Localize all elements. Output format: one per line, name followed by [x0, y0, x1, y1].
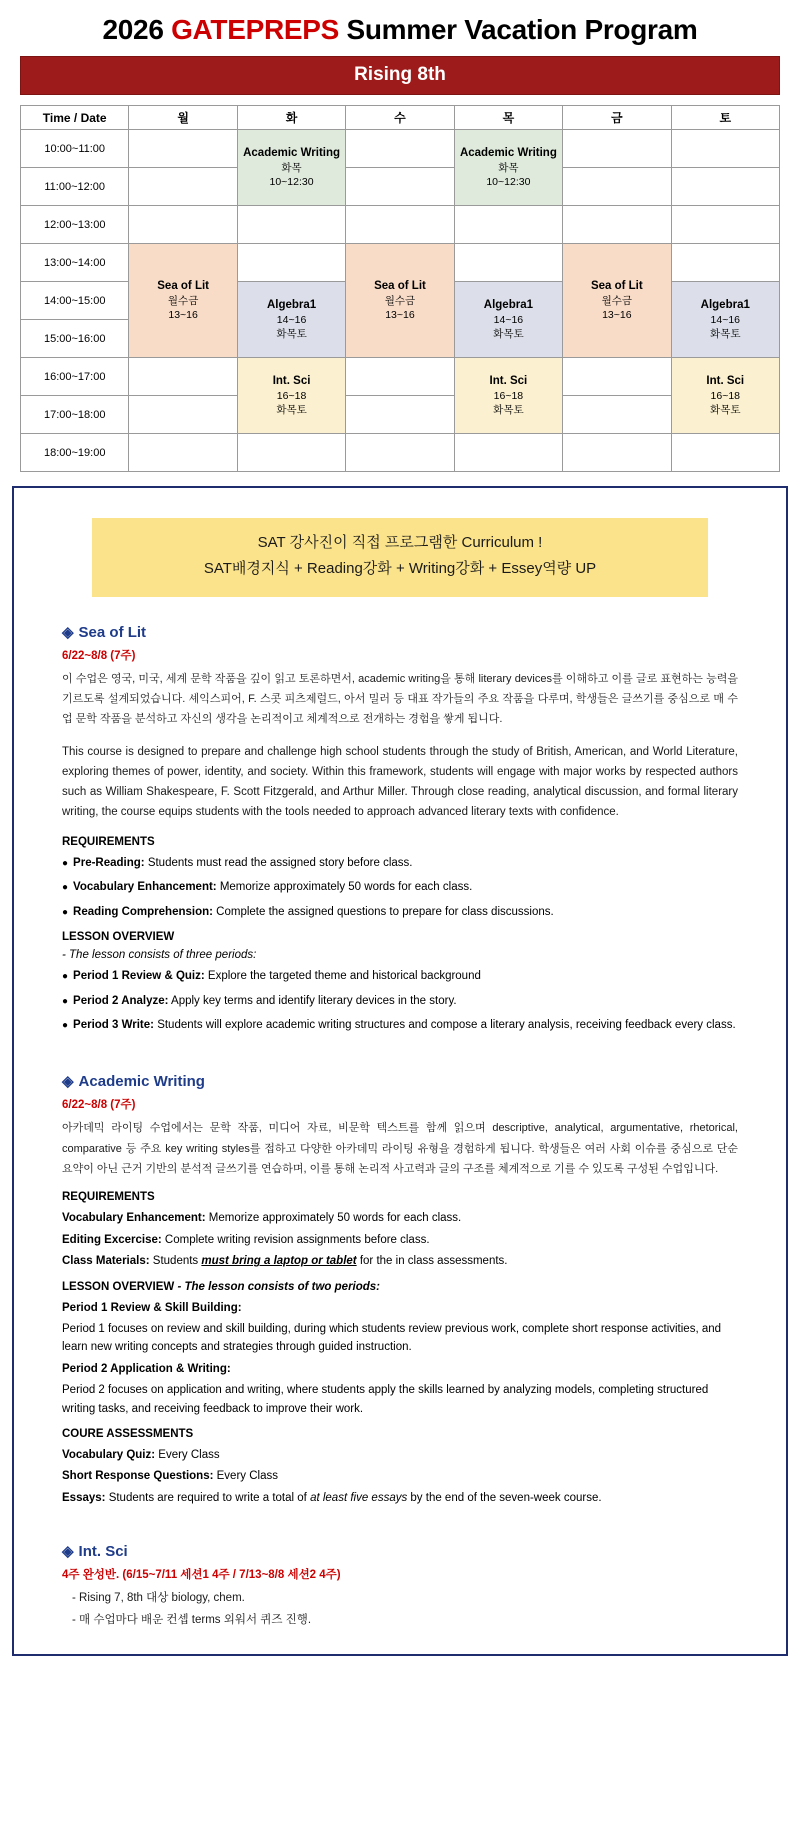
- sol-days-wed: 월수금: [384, 294, 416, 307]
- cell-fri-10: [563, 130, 671, 168]
- int-sci-heading: [62, 1542, 738, 1560]
- alg-name-thu: Algebra1: [483, 299, 533, 312]
- requirement-emphasis: must bring a laptop or tablet: [201, 1255, 357, 1268]
- lesson-text: Students will explore academic writing structures and compose a literary analysis, receiving feedback every class.: [154, 1018, 736, 1031]
- aw-time-tue: 10~12:30: [269, 175, 314, 188]
- sol-time-fri: 13~16: [602, 308, 632, 321]
- time-12-13: 12:00~13:00: [21, 206, 129, 244]
- lesson-text: Apply key terms and identify literary devices in the story.: [168, 994, 457, 1007]
- table-row: [21, 396, 780, 434]
- cell-thu-algebra1: [454, 282, 562, 358]
- cell-mon-10: [129, 130, 237, 168]
- lesson-text: Explore the targeted theme and historical background: [204, 970, 481, 983]
- bullet-dot-icon: ●: [62, 995, 69, 1007]
- cell-mon-11: [129, 168, 237, 206]
- cell-tue-algebra1: [237, 282, 345, 358]
- lesson-item: [62, 1016, 738, 1034]
- cell-tue-academic-writing: [237, 130, 345, 206]
- alg-time-tue: 14~16: [276, 313, 307, 326]
- header-sat: 토: [671, 106, 779, 130]
- int-sci-heading-text: Int. Sci: [78, 1543, 128, 1561]
- requirement-text: Memorize approximately 50 words for each class.: [216, 881, 473, 894]
- academic-writing-korean-desc: 아카데믹 라이팅 수업에서는 문학 작품, 미디어 자료, 비문학 텍스트를 함께 읽으며 descriptive, analytical, argumentative, rhetorical, comparative 등 주요 key writing styles를 접하고 다양한 아카데믹 라이팅 유형을 경험하게 됩니다. 학생들은 여러 사회 이슈를 중심으로 단순 요약이 아닌 근거 기반의 분석적 글쓰기를 연습하며, 이를 통해 논리적 사고력과 글의 구조를 체계적으로 기를 수 있도록 구성된 수업입니다.: [62, 1122, 738, 1176]
- highlight-line-1: SAT 강사진이 직접 프로그램한 Curriculum !: [257, 534, 543, 551]
- bullet-dot-icon: ●: [62, 971, 69, 983]
- requirement-label: Editing Excercise:: [62, 1233, 162, 1246]
- int-sci-date: 4주 완성반. (6/15~7/11 세션1 4주 / 7/13~8/8 세션2 4주): [62, 1569, 341, 1582]
- diamond-icon: ◈: [62, 1543, 74, 1561]
- assessment-text: Every Class: [155, 1448, 220, 1461]
- academic-writing-assessments-title: COURE ASSESSMENTS: [62, 1427, 194, 1440]
- requirement-label: Vocabulary Enhancement:: [62, 1212, 206, 1225]
- cell-tue-18: [237, 434, 345, 472]
- cell-thu-13: [454, 244, 562, 282]
- sol-time-wed: 13~16: [385, 308, 415, 321]
- cell-wed-11: [346, 168, 454, 206]
- sea-of-lit-english-desc: This course is designed to prepare and challenge high school students through the study of British, American, and World Literature, exploring themes of power, identity, and society. Within this framework, students will engage with major works by respected authors such as William Shakespeare, F. Scott Fitzgerald, and Arthur Miller. Through close reading, analytical discussion, and formal literary writing, the course equips students with the tools needed to approach advanced literary texts with confidence.: [62, 745, 738, 818]
- sci-days-thu: 화목토: [493, 403, 524, 416]
- requirement-text: Complete the assigned questions to prepare for class discussions.: [212, 905, 554, 918]
- cell-wed-12: [346, 206, 454, 244]
- sci-name-thu: Int. Sci: [489, 375, 528, 388]
- academic-writing-date: 6/22~8/8 (7주): [62, 1099, 136, 1112]
- aw-name-tue: Academic Writing: [243, 147, 341, 160]
- requirement-text: Complete writing revision assignments before class.: [161, 1233, 430, 1246]
- cell-fri-17: [563, 396, 671, 434]
- header-thu: 목: [454, 106, 562, 130]
- bullet-dot-icon: ●: [62, 882, 69, 894]
- bullet-dot-icon: ●: [62, 1019, 69, 1031]
- cell-tue-13: [237, 244, 345, 282]
- table-row: [21, 206, 780, 244]
- title-prefix: 2026: [102, 14, 172, 45]
- requirement-text: Memorize approximately 50 words for each class.: [205, 1212, 462, 1225]
- cell-mon-17: [129, 396, 237, 434]
- time-15-16: 15:00~16:00: [21, 320, 129, 358]
- page-title: [0, 0, 800, 56]
- aw-days-thu: 화목: [498, 161, 519, 174]
- cell-fri-12: [563, 206, 671, 244]
- lesson-item: [62, 992, 738, 1010]
- assessment-emphasis: at least five essays: [310, 1491, 408, 1504]
- title-brand: GATEPREPS: [171, 14, 340, 45]
- sea-of-lit-date: 6/22~8/8 (7주): [62, 649, 136, 662]
- period-2-title: [62, 1360, 738, 1378]
- table-row: [21, 244, 780, 282]
- int-sci-bullet: - 매 수업마다 배운 컨셉 terms 외워서 퀴즈 진행.: [72, 1613, 312, 1626]
- sci-name-tue: Int. Sci: [272, 375, 311, 388]
- lesson-label: Period 1 Review & Quiz:: [73, 970, 205, 983]
- sci-days-tue: 화목토: [276, 403, 307, 416]
- sea-of-lit-heading: [62, 623, 738, 641]
- academic-writing-heading-text: Academic Writing: [78, 1073, 205, 1091]
- assessment-item: [62, 1446, 738, 1464]
- title-suffix: Summer Vacation Program: [339, 14, 698, 45]
- time-18-19: 18:00~19:00: [21, 434, 129, 472]
- table-header-row: [21, 106, 780, 130]
- time-16-17: 16:00~17:00: [21, 358, 129, 396]
- alg-time-thu: 14~16: [493, 313, 524, 326]
- academic-writing-requirements-title: REQUIREMENTS: [62, 1191, 155, 1204]
- cell-wed-17: [346, 396, 454, 434]
- alg-name-sat: Algebra1: [700, 299, 750, 312]
- time-14-15: 14:00~15:00: [21, 282, 129, 320]
- assessment-text: Every Class: [213, 1470, 278, 1483]
- grade-banner: Rising 8th: [20, 56, 780, 95]
- sci-days-sat: 화목토: [710, 403, 741, 416]
- cell-wed-18: [346, 434, 454, 472]
- alg-days-sat: 화목토: [710, 327, 741, 340]
- header-mon: 월: [129, 106, 237, 130]
- schedule-table: [20, 105, 780, 472]
- sol-days-mon: 월수금: [167, 294, 199, 307]
- sea-of-lit-lesson-note: - The lesson consists of three periods:: [62, 949, 257, 962]
- time-13-14: 13:00~14:00: [21, 244, 129, 282]
- table-row: [21, 168, 780, 206]
- period-1-title: [62, 1299, 738, 1317]
- diamond-icon: ◈: [62, 623, 74, 641]
- lesson-title-text: LESSON OVERVIEW: [62, 1280, 175, 1293]
- sol-days-fri: 월수금: [601, 294, 633, 307]
- requirement-text: Students must read the assigned story before class.: [144, 857, 413, 870]
- diamond-icon: ◈: [62, 1073, 74, 1091]
- sea-of-lit-requirements-title: REQUIREMENTS: [62, 836, 155, 849]
- cell-fri-18: [563, 434, 671, 472]
- section-spacer: [32, 1040, 768, 1066]
- period-1-text: Period 1 focuses on review and skill building, during which students review previous work, complete short response activities, and learn new writing concepts and strategies through guided instruction.: [62, 1322, 722, 1354]
- cell-fri-16: [563, 358, 671, 396]
- cell-fri-sea-of-lit: [563, 244, 671, 358]
- requirement-item: [62, 878, 738, 896]
- lesson-item: [62, 967, 738, 985]
- requirement-item: [62, 1231, 738, 1249]
- requirement-label: Reading Comprehension:: [73, 905, 213, 918]
- requirement-text: Students must bring a laptop or tablet for the in class assessments.: [152, 1255, 508, 1268]
- cell-thu-18: [454, 434, 562, 472]
- cell-sat-int-sci: [671, 358, 779, 434]
- bullet-dot-icon: ●: [62, 906, 69, 918]
- cell-mon-18: [129, 434, 237, 472]
- lesson-label: Period 3 Write:: [73, 1018, 154, 1031]
- cell-tue-12: [237, 206, 345, 244]
- table-row: [21, 358, 780, 396]
- cell-sat-18: [671, 434, 779, 472]
- cell-wed-16: [346, 358, 454, 396]
- aw-name-thu: Academic Writing: [459, 147, 557, 160]
- aw-days-tue: 화목: [281, 161, 302, 174]
- alg-name-tue: Algebra1: [266, 299, 317, 312]
- section-sea-of-lit: [32, 623, 768, 1035]
- sea-of-lit-lesson-title: LESSON OVERVIEW: [62, 931, 175, 944]
- banner-container: [0, 56, 800, 95]
- cell-sat-10: [671, 130, 779, 168]
- cell-wed-sea-of-lit: [346, 244, 454, 358]
- course-detail-box: [12, 486, 788, 1656]
- sci-time-thu: 16~18: [493, 389, 524, 402]
- assessment-text: Students are required to write a total of at least five essays by the end of the seven-week course.: [108, 1491, 602, 1504]
- cell-mon-12: [129, 206, 237, 244]
- assessment-item: [62, 1467, 738, 1485]
- cell-fri-11: [563, 168, 671, 206]
- assessment-label: Vocabulary Quiz:: [62, 1448, 156, 1461]
- assessment-label: Essays:: [62, 1491, 106, 1504]
- bullet-dot-icon: ●: [62, 858, 69, 870]
- header-wed: 수: [346, 106, 454, 130]
- cell-thu-int-sci: [454, 358, 562, 434]
- time-11-12: 11:00~12:00: [21, 168, 129, 206]
- assessment-item: [62, 1489, 738, 1507]
- academic-writing-heading: [62, 1072, 738, 1090]
- requirement-item: [62, 854, 738, 872]
- header-tue: 화: [237, 106, 345, 130]
- curriculum-highlight: [92, 518, 708, 597]
- alg-time-sat: 14~16: [710, 313, 741, 326]
- assessment-label: Short Response Questions:: [62, 1470, 214, 1483]
- academic-writing-lesson-title: [62, 1281, 738, 1293]
- section-spacer: [32, 1510, 768, 1536]
- requirement-label: Class Materials:: [62, 1255, 150, 1268]
- cell-sat-algebra1: [671, 282, 779, 358]
- sol-name-mon: Sea of Lit: [157, 280, 210, 293]
- alg-days-thu: 화목토: [493, 327, 524, 340]
- alg-days-tue: 화목토: [276, 327, 307, 340]
- sol-name-fri: Sea of Lit: [590, 280, 643, 293]
- cell-sat-13: [671, 244, 779, 282]
- highlight-line-2: SAT배경지식 + Reading강화 + Writing강화 + Essey역량 UP: [203, 560, 597, 578]
- header-fri: 금: [563, 106, 671, 130]
- cell-sat-12: [671, 206, 779, 244]
- header-time: Time / Date: [21, 106, 129, 130]
- cell-mon-sea-of-lit: [129, 244, 237, 358]
- sci-time-tue: 16~18: [276, 389, 307, 402]
- section-academic-writing: [32, 1072, 768, 1507]
- int-sci-bullet: - Rising 7, 8th 대상 biology, chem.: [72, 1592, 245, 1605]
- requirement-label: Pre-Reading:: [73, 857, 145, 870]
- cell-thu-academic-writing: [454, 130, 562, 206]
- schedule-container: [0, 95, 800, 472]
- cell-thu-12: [454, 206, 562, 244]
- table-row: [21, 434, 780, 472]
- sea-of-lit-korean-desc: 이 수업은 영국, 미국, 세계 문학 작품을 깊이 읽고 토론하면서, academic writing을 통해 literary devices를 이해하고 이를 글로 표현하는 능력을 기르도록 설계되었습니다. 셰익스피어, F. 스콧 피츠제럴드, 아서 밀러 등 대표 작가들의 주요 작품을 다루며, 학생들은 글쓰기를 중심으로 매 수업 문학 작품을 분석하고 자신의 생각을 논리적이고 체계적으로 전개하는 경험을 쌓게 됩니다.: [62, 672, 738, 726]
- time-10-11: 10:00~11:00: [21, 130, 129, 168]
- aw-time-thu: 10~12:30: [486, 175, 531, 188]
- sol-name-wed: Sea of Lit: [374, 280, 426, 293]
- cell-wed-10: [346, 130, 454, 168]
- sci-time-sat: 16~18: [710, 389, 741, 402]
- sea-of-lit-heading-text: Sea of Lit: [78, 623, 147, 641]
- table-row: [21, 130, 780, 168]
- lesson-label: Period 2 Analyze:: [73, 994, 169, 1007]
- lesson-title-note: - The lesson consists of two periods:: [174, 1280, 381, 1293]
- period-2-label: Period 2 Application & Writing:: [62, 1362, 231, 1375]
- period-1-label: Period 1 Review & Skill Building:: [62, 1301, 242, 1314]
- requirement-item: [62, 903, 738, 921]
- time-17-18: 17:00~18:00: [21, 396, 129, 434]
- requirement-label: Vocabulary Enhancement:: [73, 881, 217, 894]
- requirement-item: [62, 1252, 738, 1270]
- cell-tue-int-sci: [237, 358, 345, 434]
- sci-name-sat: Int. Sci: [706, 375, 745, 388]
- period-2-text: Period 2 focuses on application and writing, where students apply the skills learned by analyzing models, completing structured writing tasks, and receiving feedback to improve their work.: [62, 1384, 709, 1415]
- requirement-item: [62, 1209, 738, 1227]
- sol-time-mon: 13~16: [168, 308, 198, 321]
- cell-sat-11: [671, 168, 779, 206]
- cell-mon-16: [129, 358, 237, 396]
- section-int-sci: [32, 1542, 768, 1632]
